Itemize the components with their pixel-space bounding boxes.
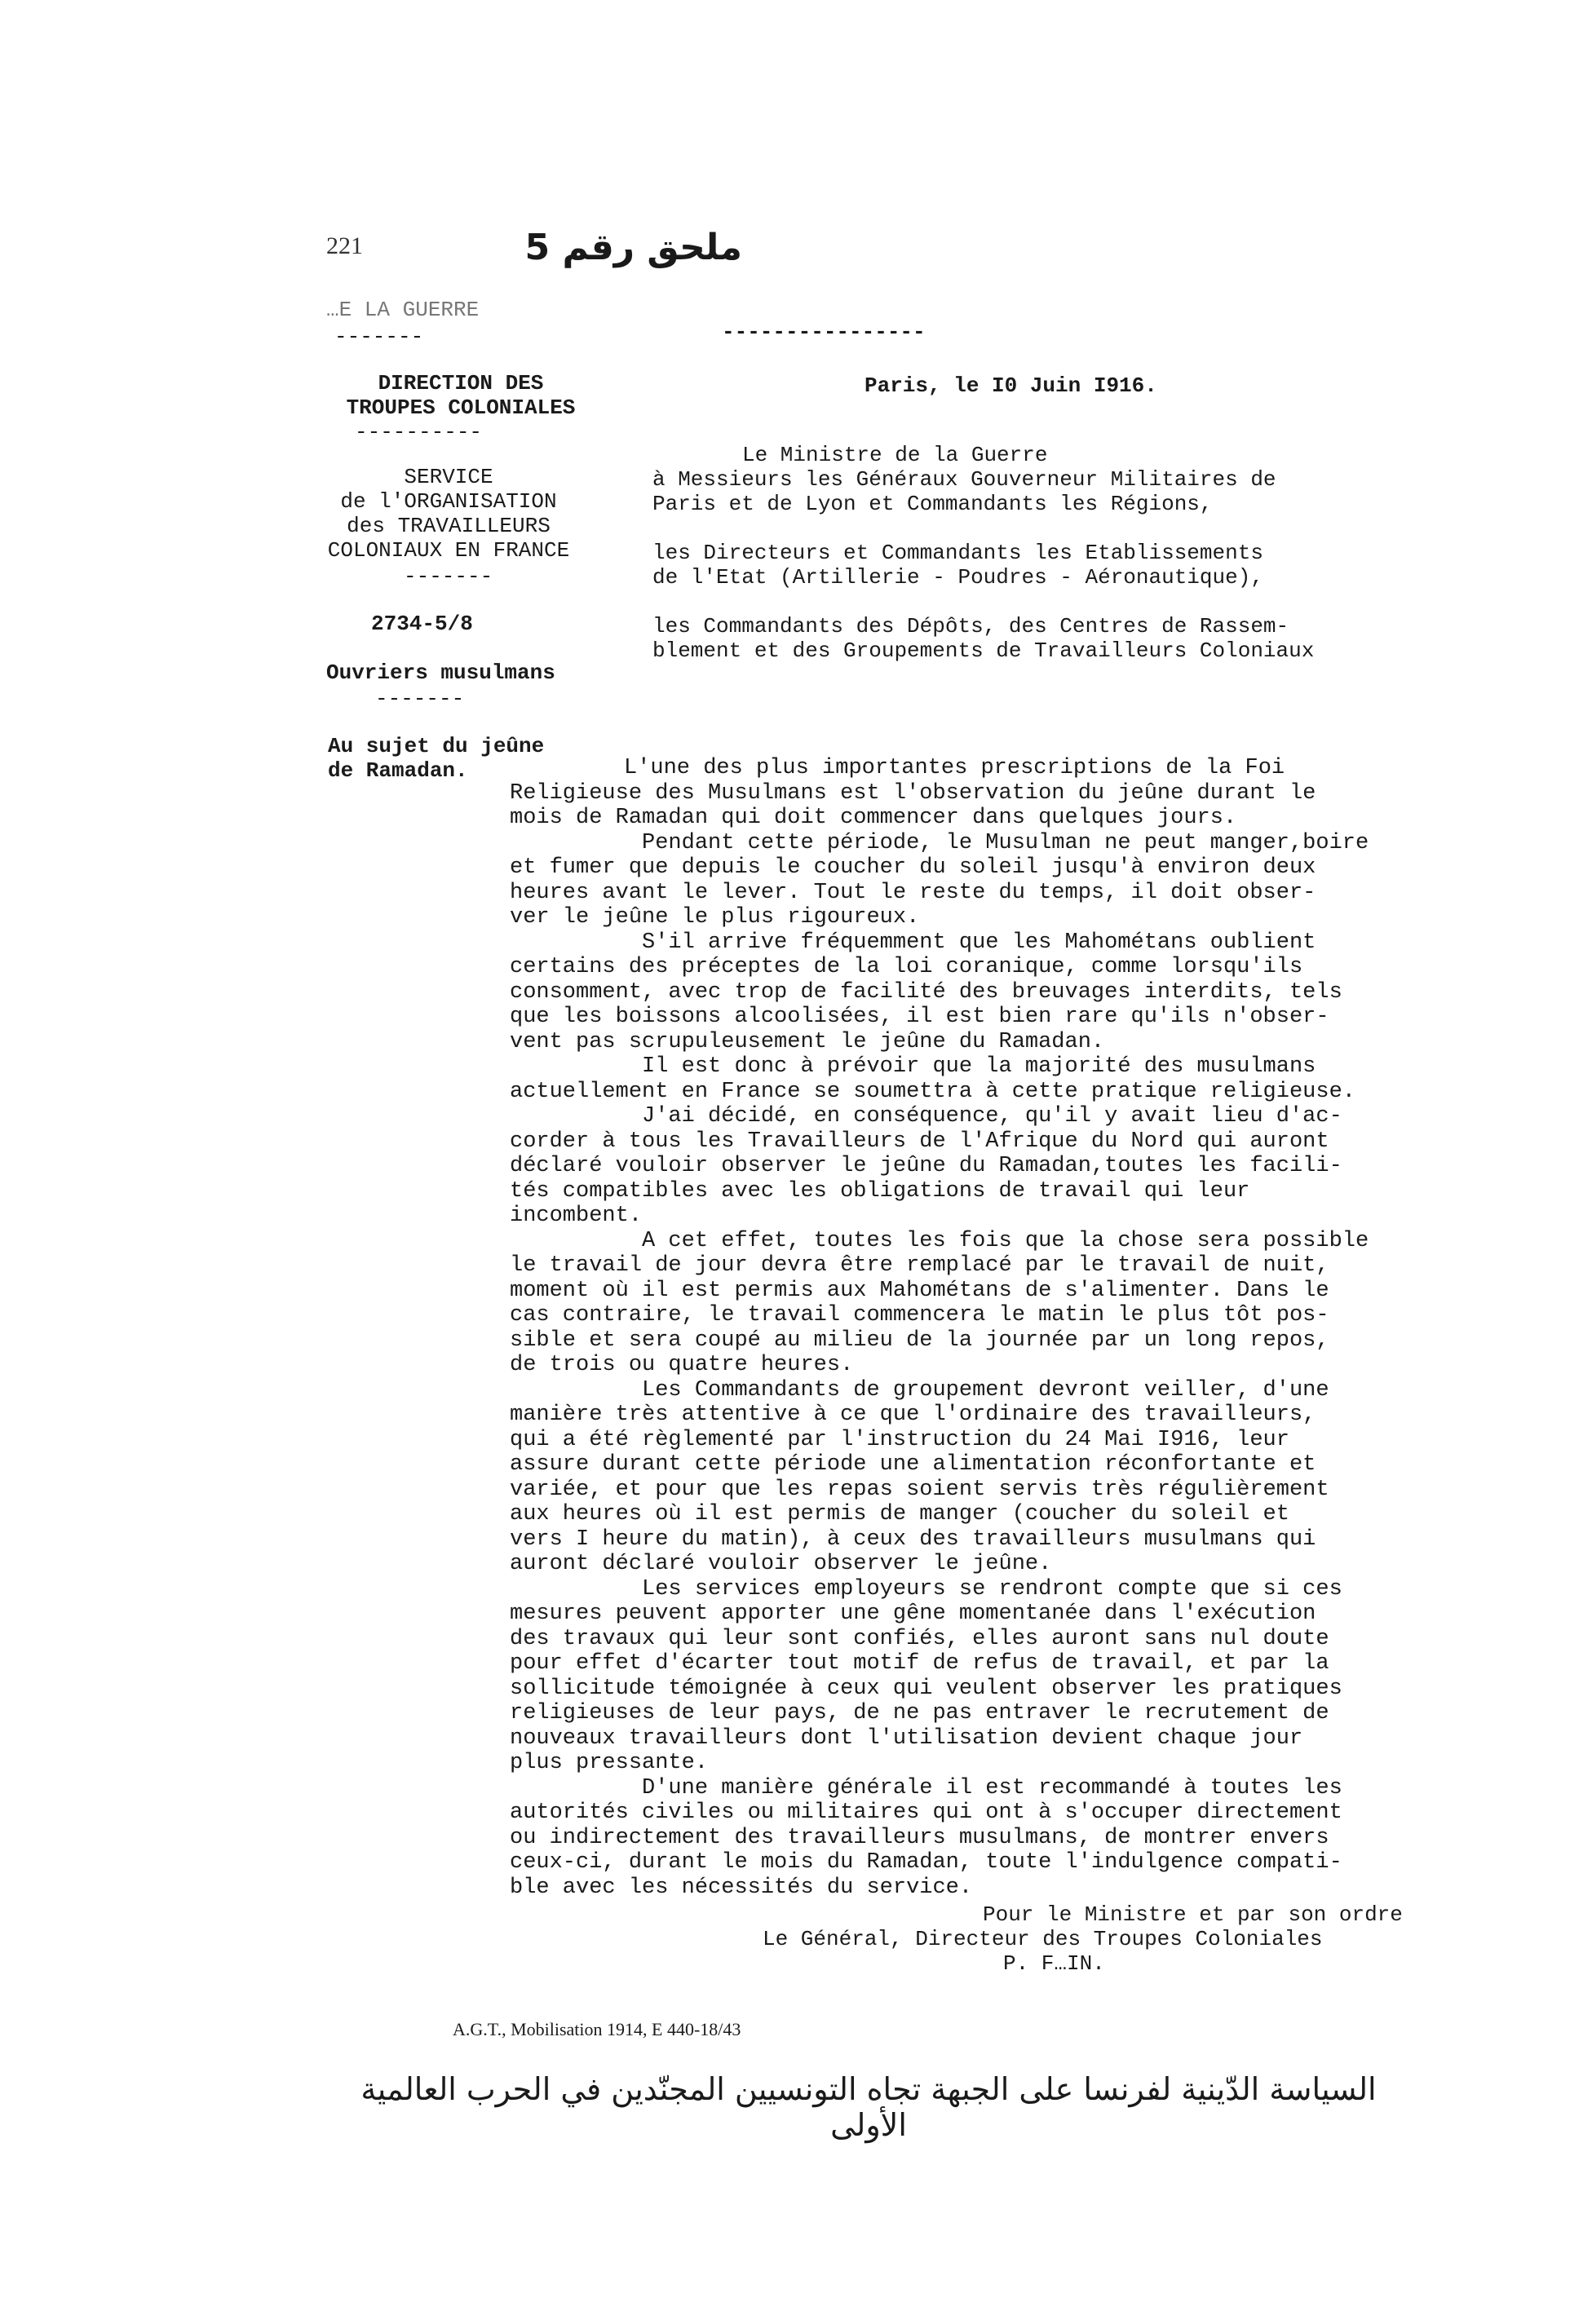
- body-line: mesures peuvent apporter une gêne momentanée dans l'exécution: [510, 1602, 1316, 1626]
- signature-name: P. F…IN.: [1003, 1951, 1105, 1976]
- body-line: variée, et pour que les repas soient servis très régulièrement: [510, 1477, 1329, 1502]
- dash-service: -------: [404, 564, 493, 589]
- dash-top-right: ----------------: [722, 320, 926, 344]
- body-line: cas contraire, le travail commencera le matin le plus tôt pos-: [510, 1303, 1329, 1328]
- body-line: autorités civiles ou militaires qui ont à s'occuper directement: [510, 1800, 1342, 1825]
- addressee-line-7: les Commandants des Dépôts, des Centres de Rassem-: [652, 614, 1289, 638]
- addressee-line-8: blement et des Groupements de Travailleurs Coloniaux: [652, 638, 1315, 663]
- body-line: pour effet d'écarter tout motif de refus de travail, et par la: [510, 1651, 1329, 1676]
- direction-line-2: TROUPES COLONIALES: [346, 395, 576, 420]
- body-line: Il est donc à prévoir que la majorité des musulmans: [510, 1054, 1316, 1079]
- body-line: sible et sera coupé au milieu de la journée par un long repos,: [510, 1328, 1329, 1353]
- dash-ministry: -------: [334, 325, 424, 349]
- body-line: le travail de jour devra être remplacé par le travail de nuit,: [510, 1253, 1329, 1278]
- service-line-4: COLONIAUX EN FRANCE: [327, 538, 570, 563]
- service-line-1: SERVICE: [404, 465, 493, 489]
- body-line: religieuses de leur pays, de ne pas entraver le recrutement de: [510, 1701, 1329, 1725]
- body-line: et fumer que depuis le coucher du soleil jusqu'à environ deux: [510, 855, 1316, 880]
- body-line: mois de Ramadan qui doit commencer dans quelques jours.: [510, 806, 1237, 830]
- body-line: consomment, avec trop de facilité des breuvages interdits, tels: [510, 979, 1342, 1005]
- body-line: Les services employeurs se rendront compte que si ces: [510, 1576, 1342, 1602]
- body-line: corder à tous les Travailleurs de l'Afrique du Nord qui auront: [510, 1129, 1329, 1154]
- direction-line-1: DIRECTION DES: [378, 371, 544, 395]
- body-line: sollicitude témoignée à ceux qui veulent observer les pratiques: [510, 1676, 1342, 1701]
- body-line: A cet effet, toutes les fois que la chose sera possible: [510, 1228, 1369, 1253]
- body-line: que les boissons alcoolisées, il est bien rare qu'ils n'obser-: [510, 1005, 1329, 1029]
- body-line: Religieuse des Musulmans est l'observation du jeûne durant le: [510, 780, 1316, 806]
- source-reference: A.G.T., Mobilisation 1914, E 440-18/43: [453, 2019, 741, 2039]
- addressee-line-4: les Directeurs et Commandants les Etablissements: [652, 541, 1263, 565]
- body-line: ceux-ci, durant le mois du Ramadan, toute l'indulgence compati-: [510, 1850, 1342, 1875]
- body-line: tés compatibles avec les obligations de travail qui leur: [510, 1178, 1250, 1204]
- addressee-spacer-1: [652, 516, 1314, 541]
- body-line: manière très attentive à ce que l'ordinaire des travailleurs,: [510, 1403, 1316, 1427]
- page-number: 221: [326, 232, 363, 259]
- subject-category: Ouvriers musulmans: [326, 661, 555, 685]
- body-line: moment où il est permis aux Mahométans de s'alimenter. Dans le: [510, 1278, 1329, 1303]
- closing-line-1: Pour le Ministre et par son ordre: [983, 1902, 1403, 1927]
- body-line: Les Commandants de groupement devront veiller, d'une: [510, 1377, 1329, 1403]
- body-line: qui a été règlementé par l'instruction du 24 Mai I916, leur: [510, 1427, 1289, 1452]
- dash-direction: ----------: [355, 420, 483, 444]
- place-date: Paris, le I0 Juin I916.: [865, 373, 1157, 398]
- body-line: vent pas scrupuleusement le jeûne du Ramadan.: [510, 1029, 1105, 1054]
- body-line: S'il arrive fréquemment que les Mahométans oublient: [510, 930, 1316, 955]
- body-line: L'une des plus importantes prescriptions de la Foi: [624, 756, 1285, 780]
- body-line: de trois ou quatre heures.: [510, 1353, 854, 1377]
- addressee-line-1: à Messieurs les Généraux Gouverneur Militaires de: [652, 467, 1276, 492]
- body-line: des travaux qui leur sont confiés, elles auront sans nul doute: [510, 1626, 1329, 1651]
- body-line: ver le jeûne le plus rigoureux.: [510, 905, 920, 930]
- addressee-line-2: Paris et de Lyon et Commandants les Régions,: [652, 492, 1213, 516]
- addressee-spacer-2: [652, 590, 1314, 614]
- body-line: incombent.: [510, 1204, 643, 1228]
- closing-line-2: Le Général, Directeur des Troupes Coloniales: [763, 1927, 1323, 1951]
- body-line: Pendant cette période, le Musulman ne peut manger,boire: [510, 830, 1369, 855]
- body-line: actuellement en France se soumettra à cette pratique religieuse.: [510, 1079, 1355, 1104]
- letter-body: [510, 756, 1369, 1900]
- body-line: nouveaux travailleurs dont l'utilisation devient chaque jour: [510, 1725, 1303, 1751]
- body-line: auront déclaré vouloir observer le jeûne.: [510, 1552, 1052, 1576]
- arabic-footer: السياسة الدّينية لفرنسا على الجبهة تجاه التونسيين المجنّدين في الحرب العالمية الأولى: [360, 2071, 1377, 2143]
- body-line: heures avant le lever. Tout le reste du temps, il doit obser-: [510, 880, 1316, 905]
- body-line: D'une manière générale il est recommandé à toutes les: [510, 1775, 1342, 1800]
- ministry-line: …E LA GUERRE: [326, 298, 480, 322]
- annex-label: ملحق رقم 5: [524, 227, 742, 268]
- addressee-block: [652, 443, 1314, 663]
- body-line: assure durant cette période une alimentation réconfortante et: [510, 1452, 1316, 1477]
- body-line: vers I heure du matin), à ceux des travailleurs musulmans qui: [510, 1527, 1316, 1552]
- subject-line-2: de Ramadan.: [328, 758, 468, 783]
- body-line: ou indirectement des travailleurs musulmans, de montrer envers: [510, 1825, 1329, 1850]
- body-line: ble avec les nécessités du service.: [510, 1875, 973, 1900]
- reference-number: 2734-5/8: [371, 612, 473, 636]
- addressee-line-5: de l'Etat (Artillerie - Poudres - Aéronautique),: [652, 565, 1263, 590]
- subject-line-1: Au sujet du jeûne: [328, 734, 545, 758]
- direction-block: [322, 371, 599, 420]
- body-line: certains des préceptes de la loi coranique, comme lorsqu'ils: [510, 955, 1303, 979]
- body-line: plus pressante.: [510, 1751, 709, 1775]
- addressee-sender: Le Ministre de la Guerre: [742, 443, 1048, 467]
- service-block: [310, 465, 587, 563]
- service-line-2: de l'ORGANISATION: [340, 489, 557, 514]
- body-line: aux heures où il est permis de manger (coucher du soleil et: [510, 1502, 1289, 1527]
- service-line-3: des TRAVAILLEURS: [347, 514, 551, 538]
- dash-subject: -------: [375, 687, 465, 711]
- body-line: J'ai décidé, en conséquence, qu'il y avait lieu d'ac-: [510, 1104, 1342, 1129]
- body-line: déclaré vouloir observer le jeûne du Ramadan,toutes les facili-: [510, 1154, 1342, 1178]
